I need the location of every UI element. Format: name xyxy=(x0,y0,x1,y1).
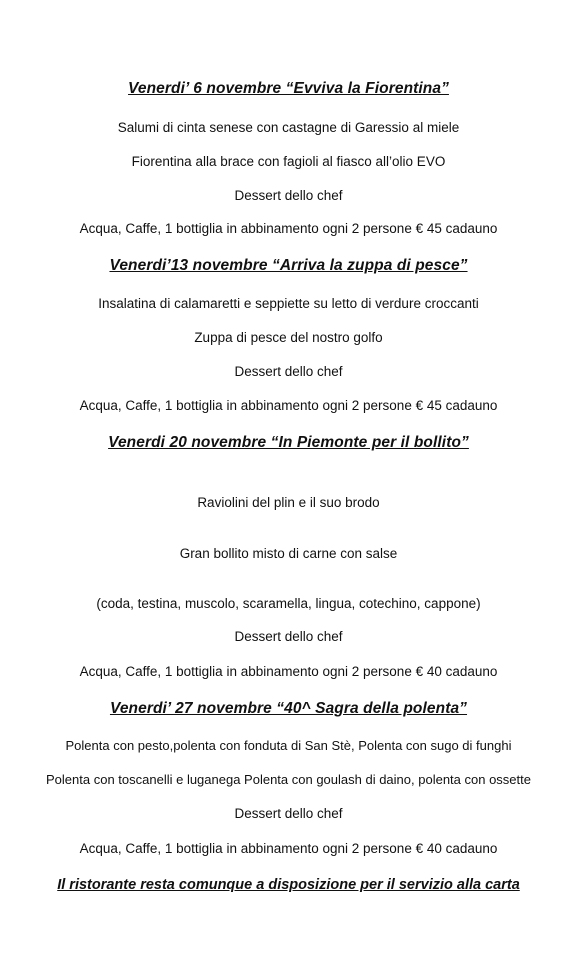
event-3-item-1: Raviolini del plin e il suo brodo xyxy=(197,495,380,510)
event-1-item-3: Dessert dello chef xyxy=(234,188,343,203)
event-1-price: Acqua, Caffe, 1 bottiglia in abbinamento ogni 2 persone € 45 cadauno xyxy=(79,221,498,236)
event-3-item-3: (coda, testina, muscolo, scaramella, lingua, cotechino, cappone) xyxy=(96,596,481,611)
event-4-price: Acqua, Caffe, 1 bottiglia in abbinamento ogni 2 persone € 40 cadauno xyxy=(79,841,498,856)
event-2-item-3: Dessert dello chef xyxy=(234,364,343,379)
event-3-price: Acqua, Caffe, 1 bottiglia in abbinamento ogni 2 persone € 40 cadauno xyxy=(79,664,498,679)
event-heading-4: Venerdi’ 27 novembre “40^ Sagra della polenta” xyxy=(109,700,468,717)
event-heading-1: Venerdi’ 6 novembre “Evviva la Fiorentina” xyxy=(128,80,449,97)
event-4-item-2: Polenta con toscanelli e luganega Polenta con goulash di daino, polenta con ossette xyxy=(46,772,531,787)
event-1-item-2: Fiorentina alla brace con fagioli al fiasco all’olio EVO xyxy=(131,154,446,169)
event-4-item-1: Polenta con pesto,polenta con fonduta di San Stè, Polenta con sugo di funghi xyxy=(65,738,512,753)
event-heading-2: Venerdi’13 novembre “Arriva la zuppa di pesce” xyxy=(109,257,468,274)
footer-note: Il ristorante resta comunque a disposizione per il servizio alla carta xyxy=(57,877,520,893)
event-heading-3: Venerdi 20 novembre “In Piemonte per il bollito” xyxy=(108,434,469,451)
event-2-item-2: Zuppa di pesce del nostro golfo xyxy=(194,330,383,345)
event-2-item-1: Insalatina di calamaretti e seppiette su letto di verdure croccanti xyxy=(98,296,479,311)
event-4-item-3: Dessert dello chef xyxy=(234,806,343,821)
event-3-item-2: Gran bollito misto di carne con salse xyxy=(179,546,398,561)
event-3-item-4: Dessert dello chef xyxy=(234,629,343,644)
event-1-item-1: Salumi di cinta senese con castagne di Garessio al miele xyxy=(117,120,460,135)
event-2-price: Acqua, Caffe, 1 bottiglia in abbinamento ogni 2 persone € 45 cadauno xyxy=(79,398,498,413)
